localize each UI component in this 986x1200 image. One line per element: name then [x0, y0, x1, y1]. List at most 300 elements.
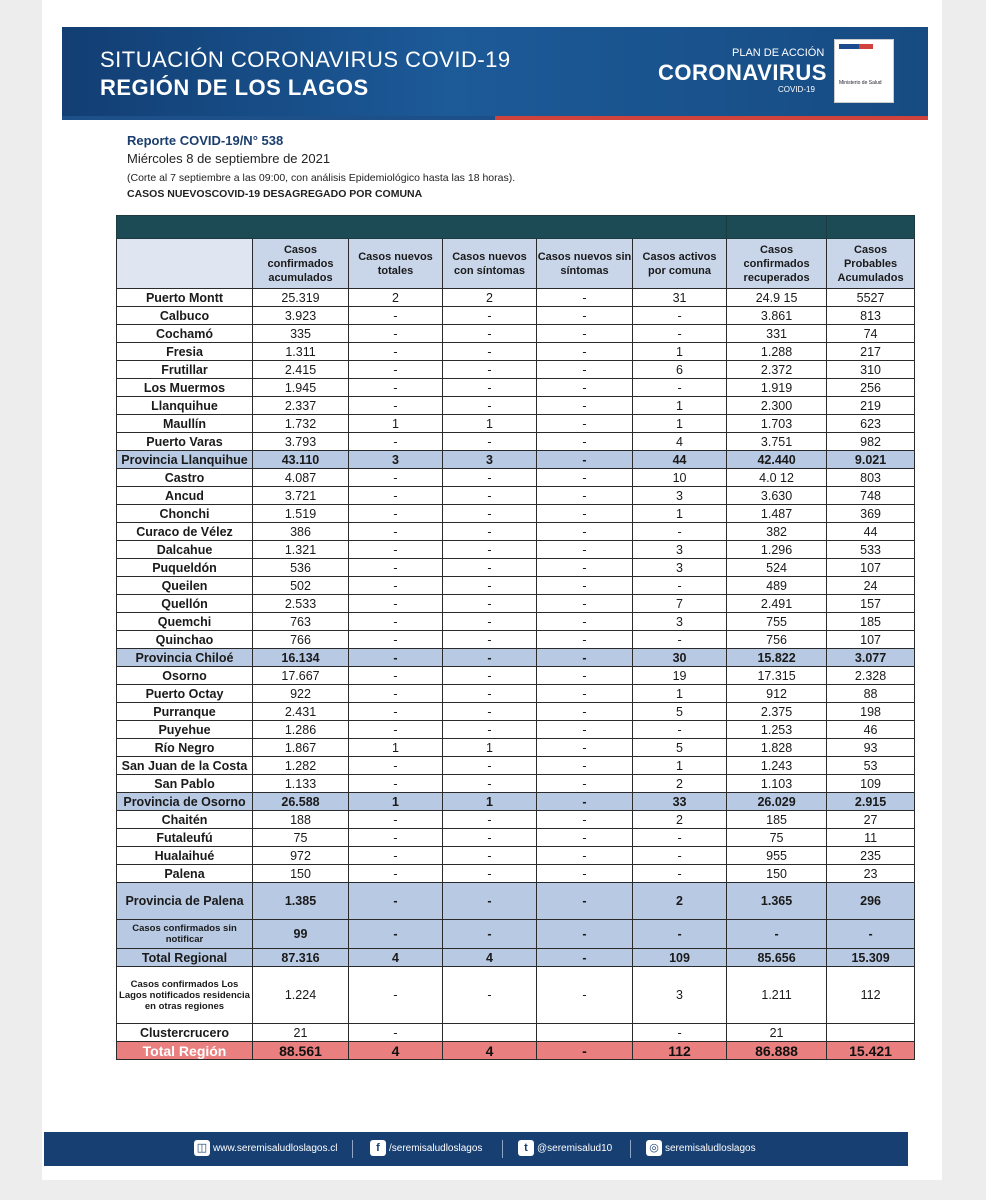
row-label: Chaitén: [117, 811, 253, 829]
row-value: -: [633, 847, 727, 865]
row-value: -: [443, 667, 537, 685]
row-value: -: [349, 865, 443, 883]
row-value: 15.822: [727, 649, 827, 667]
row-label: Río Negro: [117, 739, 253, 757]
row-value: 7: [633, 595, 727, 613]
table-row: [117, 361, 915, 379]
row-value: 369: [827, 505, 915, 523]
row-value: 1.311: [253, 343, 349, 361]
row-value: -: [349, 667, 443, 685]
row-label: Los Muermos: [117, 379, 253, 397]
row-label: Quemchi: [117, 613, 253, 631]
row-value: -: [537, 289, 633, 307]
row-value: -: [349, 1024, 443, 1042]
row-label: Calbuco: [117, 307, 253, 325]
table-row: [117, 703, 915, 721]
table-row: [117, 595, 915, 613]
row-value: 803: [827, 469, 915, 487]
row-label: Quellón: [117, 595, 253, 613]
table-row: [117, 793, 915, 811]
row-value: -: [443, 721, 537, 739]
row-value: 1: [633, 505, 727, 523]
table-row: [117, 343, 915, 361]
twitter-icon: t: [518, 1140, 534, 1156]
table-row: [117, 559, 915, 577]
row-value: 1.867: [253, 739, 349, 757]
row-value: -: [349, 757, 443, 775]
row-value: 763: [253, 613, 349, 631]
row-value: 1: [633, 685, 727, 703]
row-value: 10: [633, 469, 727, 487]
footer-bar: [44, 1132, 908, 1166]
row-value: 4: [443, 949, 537, 967]
row-value: 536: [253, 559, 349, 577]
facebook-icon: f: [370, 1140, 386, 1156]
row-value: 1: [443, 793, 537, 811]
report-date: Miércoles 8 de septiembre de 2021: [127, 151, 331, 166]
row-value: -: [633, 721, 727, 739]
row-value: 3.630: [727, 487, 827, 505]
row-value: -: [443, 967, 537, 1024]
row-value: 755: [727, 613, 827, 631]
row-value: -: [633, 307, 727, 325]
row-value: 2.372: [727, 361, 827, 379]
table-row: [117, 307, 915, 325]
row-value: -: [349, 343, 443, 361]
row-label: Maullín: [117, 415, 253, 433]
row-value: [827, 1024, 915, 1042]
row-value: 3: [349, 451, 443, 469]
row-label: Palena: [117, 865, 253, 883]
footer-twitter-text: @seremisalud10: [537, 1143, 613, 1154]
table-row: [117, 1042, 915, 1060]
row-label: Total Regional: [117, 949, 253, 967]
footer-instagram[interactable]: [646, 1140, 756, 1158]
row-value: 2.431: [253, 703, 349, 721]
footer-facebook-text: /seremisaludloslagos: [389, 1143, 483, 1154]
row-value: -: [443, 361, 537, 379]
row-value: 922: [253, 685, 349, 703]
row-value: -: [443, 649, 537, 667]
row-value: -: [633, 577, 727, 595]
row-value: 2: [349, 289, 443, 307]
table-row: [117, 523, 915, 541]
row-value: 623: [827, 415, 915, 433]
ministry-logo: [834, 39, 894, 103]
row-value: 1: [349, 793, 443, 811]
row-value: 955: [727, 847, 827, 865]
row-value: 87.316: [253, 949, 349, 967]
row-value: 99: [253, 920, 349, 949]
table-row: [117, 775, 915, 793]
row-value: 112: [827, 967, 915, 1024]
table-row: [117, 487, 915, 505]
footer-instagram-text: seremisaludloslagos: [665, 1143, 756, 1154]
row-value: 1: [633, 397, 727, 415]
row-label: Puerto Octay: [117, 685, 253, 703]
row-value: 85.656: [727, 949, 827, 967]
row-value: 43.110: [253, 451, 349, 469]
row-label: San Pablo: [117, 775, 253, 793]
row-value: -: [443, 469, 537, 487]
row-label: Provincia de Osorno: [117, 793, 253, 811]
row-value: 4: [349, 949, 443, 967]
row-value: 4: [349, 1042, 443, 1060]
row-value: -: [349, 379, 443, 397]
header-cell: Casos nuevos con síntomas: [443, 239, 537, 289]
row-value: -: [537, 523, 633, 541]
row-value: 382: [727, 523, 827, 541]
row-value: 748: [827, 487, 915, 505]
row-label: Cochamó: [117, 325, 253, 343]
row-value: -: [443, 523, 537, 541]
table-row: [117, 949, 915, 967]
row-value: 185: [727, 811, 827, 829]
row-value: 235: [827, 847, 915, 865]
row-value: -: [349, 613, 443, 631]
row-value: -: [443, 559, 537, 577]
row-value: -: [349, 541, 443, 559]
row-value: -: [537, 577, 633, 595]
row-value: 502: [253, 577, 349, 595]
row-value: 2.415: [253, 361, 349, 379]
row-value: -: [349, 847, 443, 865]
instagram-icon: ◎: [646, 1140, 662, 1156]
row-value: -: [443, 757, 537, 775]
top-band-cell: [117, 216, 727, 239]
row-value: 11: [827, 829, 915, 847]
row-value: -: [537, 343, 633, 361]
header-cell: [117, 239, 253, 289]
table-row: [117, 685, 915, 703]
row-label: Casos confirmados sin notificar: [117, 920, 253, 949]
row-value: 1: [443, 739, 537, 757]
row-label: Casos confirmados Los Lagos notificados residencia en otras regiones: [117, 967, 253, 1024]
row-value: 1.519: [253, 505, 349, 523]
row-value: -: [443, 307, 537, 325]
row-value: 1.919: [727, 379, 827, 397]
table-row: [117, 379, 915, 397]
row-value: 107: [827, 631, 915, 649]
row-value: 93: [827, 739, 915, 757]
row-value: -: [537, 793, 633, 811]
row-value: -: [349, 703, 443, 721]
row-value: -: [349, 920, 443, 949]
row-value: -: [537, 920, 633, 949]
row-value: -: [349, 433, 443, 451]
logo-blue-bar: [839, 44, 859, 49]
row-value: 5: [633, 703, 727, 721]
footer-divider: [630, 1140, 631, 1158]
row-label: Chonchi: [117, 505, 253, 523]
row-value: -: [443, 613, 537, 631]
row-label: Frutillar: [117, 361, 253, 379]
row-label: Provincia de Palena: [117, 883, 253, 920]
row-value: 2.915: [827, 793, 915, 811]
row-value: -: [443, 775, 537, 793]
row-value: -: [537, 811, 633, 829]
coronavirus-logo-text: CORONAVIRUS: [658, 60, 827, 85]
row-value: 3.077: [827, 649, 915, 667]
row-value: 75: [727, 829, 827, 847]
row-value: -: [349, 967, 443, 1024]
row-value: -: [537, 325, 633, 343]
row-value: -: [827, 920, 915, 949]
header-cell: Casos activos por comuna: [633, 239, 727, 289]
row-value: -: [443, 433, 537, 451]
row-value: -: [537, 847, 633, 865]
row-value: 1: [633, 757, 727, 775]
row-value: -: [349, 487, 443, 505]
row-value: -: [349, 577, 443, 595]
table-row: [117, 1024, 915, 1042]
row-label: Llanquihue: [117, 397, 253, 415]
row-value: 3.793: [253, 433, 349, 451]
row-value: 15.421: [827, 1042, 915, 1060]
row-value: -: [537, 739, 633, 757]
row-value: 533: [827, 541, 915, 559]
row-label: Ancud: [117, 487, 253, 505]
row-value: 1: [633, 343, 727, 361]
row-value: 17.667: [253, 667, 349, 685]
footer-divider: [352, 1140, 353, 1158]
row-value: 1.286: [253, 721, 349, 739]
row-value: -: [633, 523, 727, 541]
row-value: 44: [633, 451, 727, 469]
row-value: -: [633, 379, 727, 397]
row-value: -: [443, 487, 537, 505]
row-value: 1.828: [727, 739, 827, 757]
row-label: Curaco de Vélez: [117, 523, 253, 541]
header-cell: Casos confirmados recuperados: [727, 239, 827, 289]
row-value: 1.732: [253, 415, 349, 433]
row-value: -: [537, 361, 633, 379]
row-value: 1.243: [727, 757, 827, 775]
table-row: [117, 649, 915, 667]
row-value: 188: [253, 811, 349, 829]
footer-divider: [502, 1140, 503, 1158]
row-label: Dalcahue: [117, 541, 253, 559]
row-value: 3.721: [253, 487, 349, 505]
row-value: 86.888: [727, 1042, 827, 1060]
row-value: -: [349, 775, 443, 793]
row-value: 27: [827, 811, 915, 829]
row-value: 972: [253, 847, 349, 865]
top-band-cell: [827, 216, 915, 239]
row-value: 44: [827, 523, 915, 541]
row-value: 88.561: [253, 1042, 349, 1060]
row-value: -: [537, 541, 633, 559]
row-value: 217: [827, 343, 915, 361]
row-value: -: [443, 595, 537, 613]
row-value: -: [349, 811, 443, 829]
row-value: 756: [727, 631, 827, 649]
row-value: 1.224: [253, 967, 349, 1024]
table-row: [117, 721, 915, 739]
table-row: [117, 289, 915, 307]
row-value: -: [633, 1024, 727, 1042]
row-value: 2.533: [253, 595, 349, 613]
row-value: 1.288: [727, 343, 827, 361]
row-value: 3: [633, 559, 727, 577]
row-label: Castro: [117, 469, 253, 487]
row-value: 3.923: [253, 307, 349, 325]
table-row: [117, 469, 915, 487]
row-value: -: [537, 487, 633, 505]
row-value: -: [349, 523, 443, 541]
row-value: 21: [727, 1024, 827, 1042]
row-value: 2: [633, 883, 727, 920]
row-value: 1.282: [253, 757, 349, 775]
row-value: 150: [727, 865, 827, 883]
row-value: -: [443, 703, 537, 721]
row-value: 150: [253, 865, 349, 883]
row-value: -: [443, 865, 537, 883]
row-value: -: [633, 865, 727, 883]
row-value: 2.328: [827, 667, 915, 685]
row-value: -: [537, 1042, 633, 1060]
row-value: 1.703: [727, 415, 827, 433]
logo-caption: Ministerio de Salud: [839, 80, 882, 86]
row-value: -: [633, 325, 727, 343]
row-value: -: [537, 451, 633, 469]
row-value: -: [349, 469, 443, 487]
row-value: -: [633, 920, 727, 949]
row-value: 3.861: [727, 307, 827, 325]
table-row: [117, 613, 915, 631]
row-value: 1.133: [253, 775, 349, 793]
row-value: 17.315: [727, 667, 827, 685]
row-label: Queilen: [117, 577, 253, 595]
row-value: -: [443, 829, 537, 847]
row-value: -: [537, 775, 633, 793]
row-value: [537, 1024, 633, 1042]
row-value: -: [537, 397, 633, 415]
row-value: 219: [827, 397, 915, 415]
row-value: -: [537, 433, 633, 451]
row-value: 198: [827, 703, 915, 721]
table-row: [117, 811, 915, 829]
table-row: [117, 325, 915, 343]
row-label: Quinchao: [117, 631, 253, 649]
row-value: -: [537, 415, 633, 433]
row-value: -: [349, 361, 443, 379]
row-value: 4.087: [253, 469, 349, 487]
row-value: -: [537, 505, 633, 523]
row-value: 5527: [827, 289, 915, 307]
table-row: [117, 397, 915, 415]
row-value: 26.588: [253, 793, 349, 811]
header-cell: Casos Probables Acumulados: [827, 239, 915, 289]
row-value: -: [633, 829, 727, 847]
row-value: 19: [633, 667, 727, 685]
row-value: 256: [827, 379, 915, 397]
footer-web[interactable]: [194, 1140, 338, 1158]
row-value: -: [537, 307, 633, 325]
top-band-cell: [727, 216, 827, 239]
row-value: -: [537, 685, 633, 703]
row-value: 3: [633, 613, 727, 631]
report-title: Reporte COVID-19/N° 538: [127, 133, 284, 148]
banner-stripe: [62, 116, 928, 120]
table-top-band: [117, 216, 915, 239]
row-value: 296: [827, 883, 915, 920]
header-cell: Casos nuevos totales: [349, 239, 443, 289]
footer-facebook[interactable]: [370, 1140, 482, 1158]
row-value: -: [537, 613, 633, 631]
row-value: 912: [727, 685, 827, 703]
table-row: [117, 920, 915, 949]
row-value: -: [349, 505, 443, 523]
row-value: -: [349, 649, 443, 667]
row-value: -: [633, 631, 727, 649]
footer-twitter[interactable]: [518, 1140, 612, 1158]
row-value: -: [537, 595, 633, 613]
table-row: [117, 829, 915, 847]
row-value: 1.487: [727, 505, 827, 523]
row-value: 1.296: [727, 541, 827, 559]
row-label: Futaleufú: [117, 829, 253, 847]
row-value: 53: [827, 757, 915, 775]
row-value: 30: [633, 649, 727, 667]
row-value: 16.134: [253, 649, 349, 667]
row-value: -: [443, 883, 537, 920]
row-value: 2: [633, 775, 727, 793]
header-cell: Casos nuevos sin síntomas: [537, 239, 633, 289]
row-value: 1: [633, 415, 727, 433]
row-value: 524: [727, 559, 827, 577]
cases-table: [116, 215, 915, 1060]
row-value: 21: [253, 1024, 349, 1042]
row-value: 4.0 12: [727, 469, 827, 487]
row-value: 3: [633, 541, 727, 559]
table-header-row: [117, 239, 915, 289]
row-value: 331: [727, 325, 827, 343]
row-value: -: [349, 883, 443, 920]
row-value: -: [443, 631, 537, 649]
row-value: 1: [349, 415, 443, 433]
row-value: -: [537, 559, 633, 577]
table-row: [117, 757, 915, 775]
table-row: [117, 865, 915, 883]
row-label: Provincia Chiloé: [117, 649, 253, 667]
row-value: 489: [727, 577, 827, 595]
row-value: -: [443, 505, 537, 523]
row-value: 1.321: [253, 541, 349, 559]
row-value: -: [727, 920, 827, 949]
row-value: -: [537, 757, 633, 775]
row-value: 2.491: [727, 595, 827, 613]
row-value: -: [537, 469, 633, 487]
row-value: 1: [443, 415, 537, 433]
row-value: 24: [827, 577, 915, 595]
row-value: 33: [633, 793, 727, 811]
row-value: 1.365: [727, 883, 827, 920]
row-value: 157: [827, 595, 915, 613]
table-row: [117, 415, 915, 433]
row-value: -: [349, 721, 443, 739]
row-value: 3: [443, 451, 537, 469]
logo-red-bar: [859, 44, 873, 49]
table-row: [117, 847, 915, 865]
row-value: -: [443, 397, 537, 415]
row-value: 109: [827, 775, 915, 793]
row-value: -: [349, 397, 443, 415]
report-subtitle: CASOS NUEVOSCOVID-19 DESAGREGADO POR COMUNA: [127, 188, 423, 200]
row-value: -: [537, 649, 633, 667]
row-value: 386: [253, 523, 349, 541]
row-label: Hualaihué: [117, 847, 253, 865]
